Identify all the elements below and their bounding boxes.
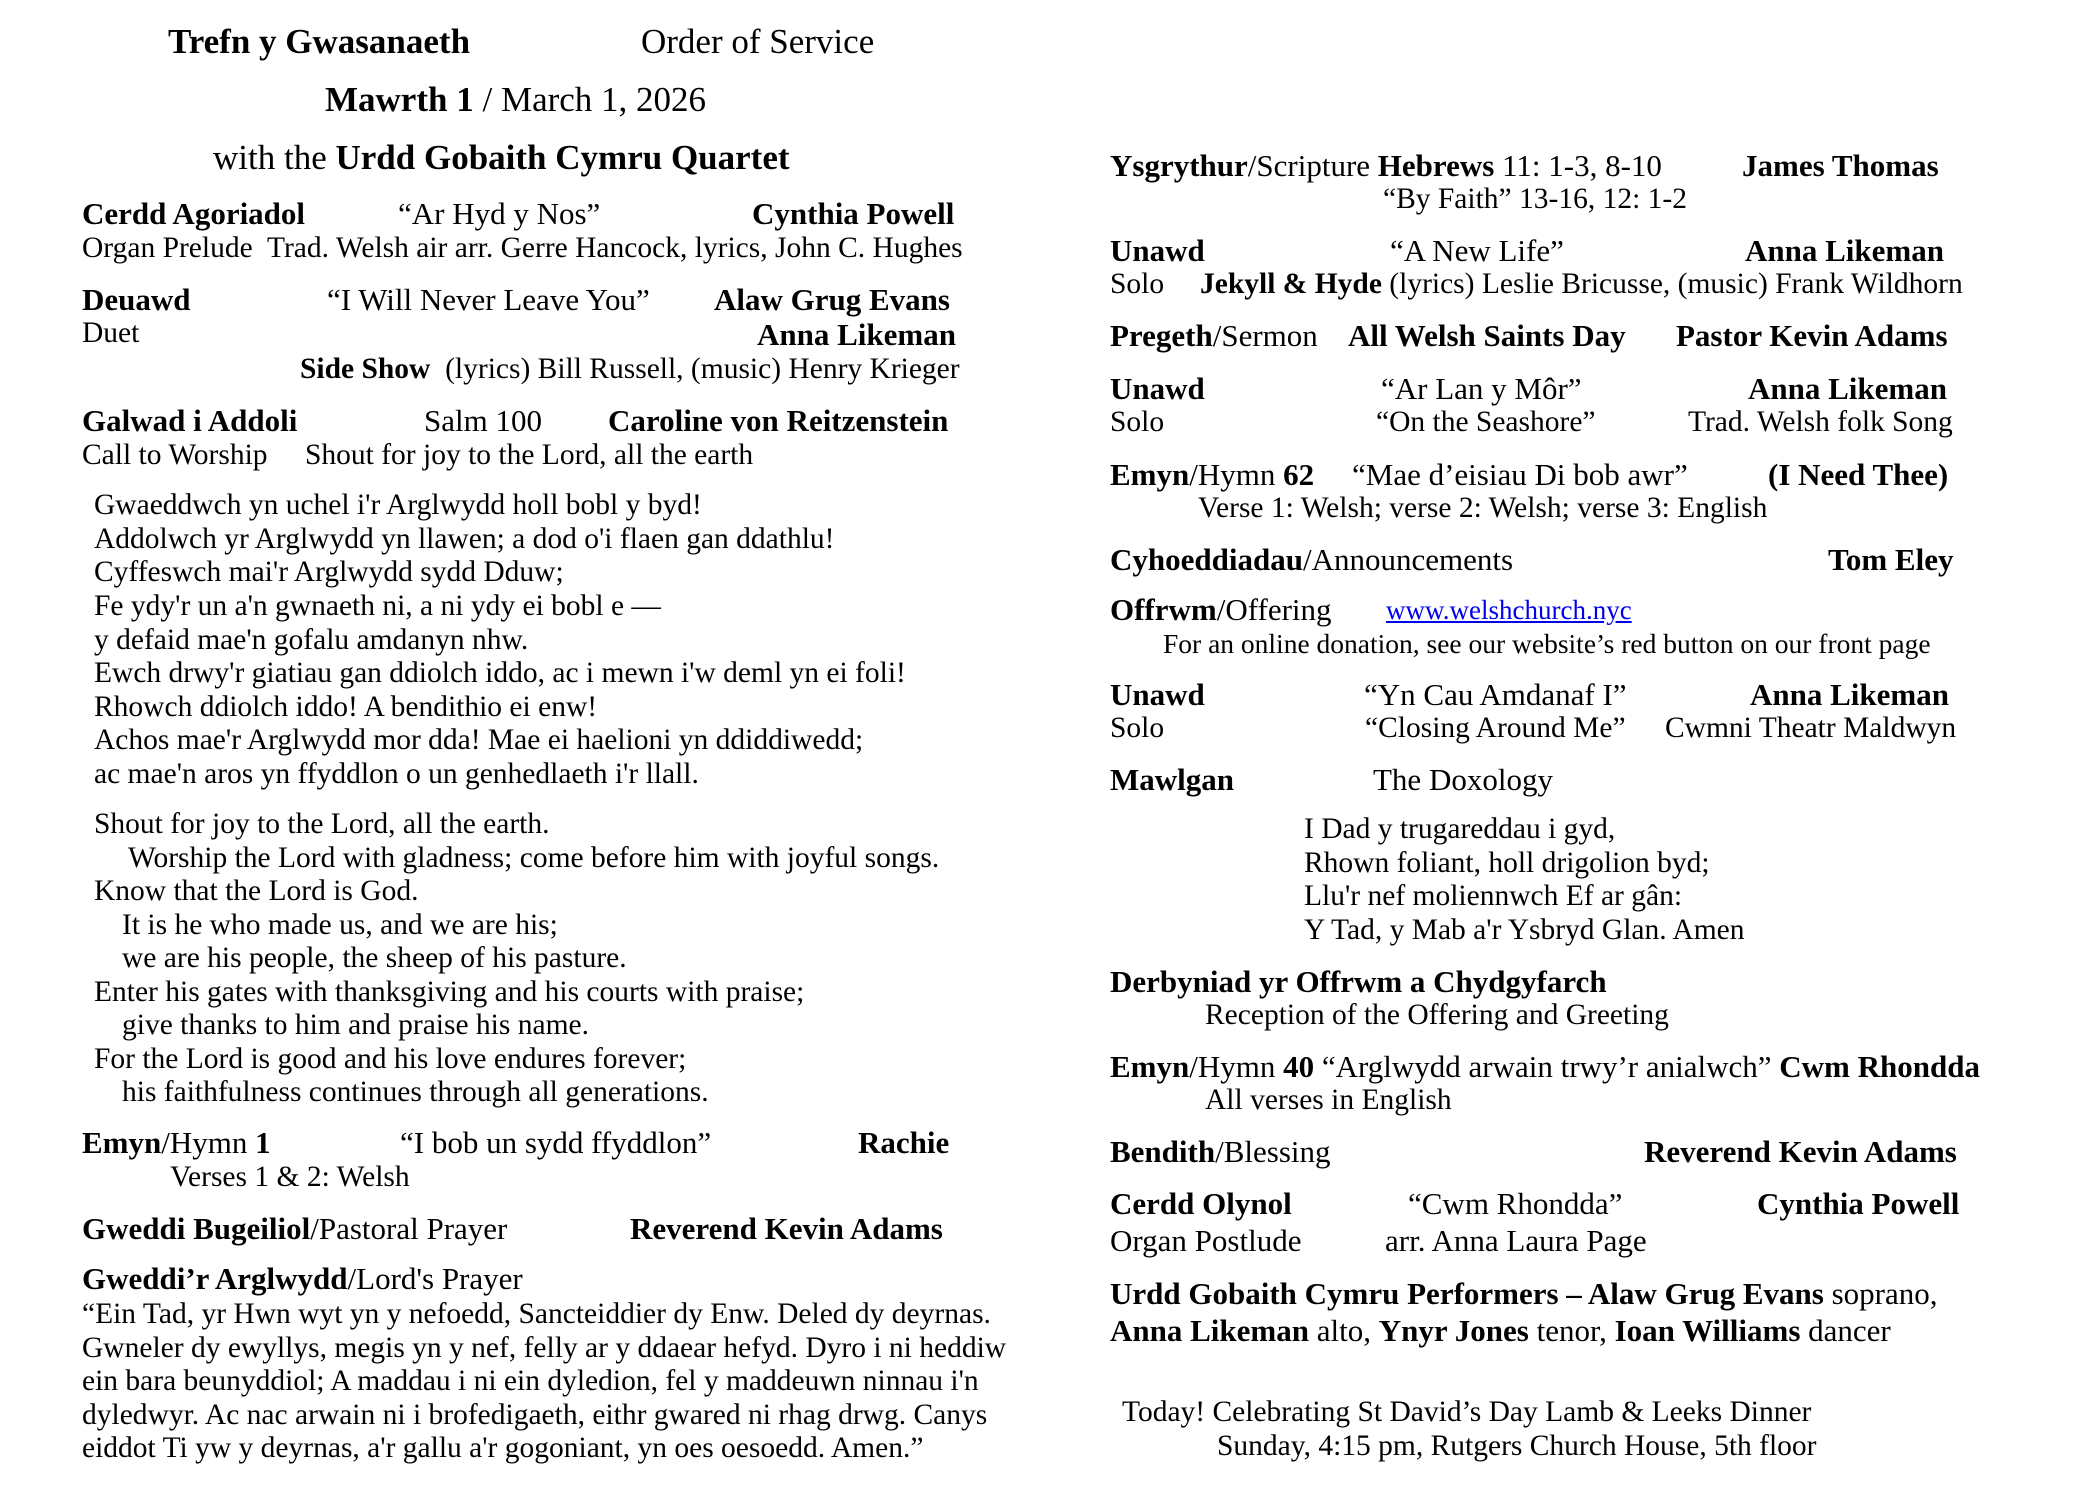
duet-english: Duet <box>82 317 140 349</box>
psalm-english-line: For the Lord is good and his love endures forever; <box>94 1043 687 1075</box>
psalm-welsh-line: Fe ydy'r un a'n gwnaeth ni, a ni ydy ei bobl e — <box>94 590 661 622</box>
announcements-heading: Cyhoeddiadau/Announcements <box>1110 542 1514 577</box>
service-date: Mawrth 1 / March 1, 2026 <box>325 80 707 119</box>
reception-welsh: Derbyniad yr Offrwm a Chydgyfarch <box>1110 964 1607 999</box>
solo3-welsh: Unawd <box>1110 677 1205 712</box>
hymn1-title: “I bob un sydd ffyddlon” <box>400 1125 712 1160</box>
performers-line-2: Anna Likeman alto, Ynyr Jones tenor, Ioan Williams dancer <box>1110 1313 1891 1348</box>
hymn62-title: “Mae d’eisiau Di bob awr” <box>1352 457 1688 492</box>
prelude-welsh: Cerdd Agoriadol <box>82 196 306 231</box>
solo1-title: “A New Life” <box>1390 233 1564 268</box>
call-english: Call to Worship <box>82 439 268 471</box>
call-subtitle: Shout for joy to the Lord, all the earth <box>305 439 754 471</box>
title-english: Order of Service <box>641 22 875 61</box>
duet-performer-2: Anna Likeman <box>757 317 956 352</box>
call-leader: Caroline von Reitzenstein <box>608 403 949 438</box>
doxology-line: Llu'r nef moliennwch Ef ar gân: <box>1304 880 1683 912</box>
postlude-english: Organ Postlude <box>1110 1223 1302 1258</box>
announcements-person: Tom Eley <box>1828 542 1954 577</box>
lords-prayer-heading: Gweddi’r Arglwydd/Lord's Prayer <box>82 1261 523 1296</box>
prelude-title: “Ar Hyd y Nos” <box>398 196 601 231</box>
hymn40-note: All verses in English <box>1205 1084 1452 1116</box>
solo3-performer: Anna Likeman <box>1750 677 1949 712</box>
event-line-1: Today! Celebrating St David’s Day Lamb & Leeks Dinner <box>1122 1396 1812 1428</box>
psalm-welsh-line: Gwaeddwch yn uchel i'r Arglwydd holl bobl y byd! <box>94 489 702 521</box>
prelude-credit: Trad. Welsh air arr. Gerre Hancock, lyrics, John C. Hughes <box>267 232 963 264</box>
solo2-subtitle: “On the Seashore” <box>1376 406 1596 438</box>
solo1-performer: Anna Likeman <box>1745 233 1944 268</box>
hymn1-note: Verses 1 & 2: Welsh <box>170 1161 410 1193</box>
service-subtitle: with the Urdd Gobaith Cymru Quartet <box>213 138 790 177</box>
duet-title: “I Will Never Leave You” <box>327 282 650 317</box>
psalm-english-line: Enter his gates with thanksgiving and his courts with praise; <box>94 976 805 1008</box>
call-psalm-ref: Salm 100 <box>424 403 542 438</box>
psalm-english-line: give thanks to him and praise his name. <box>122 1009 589 1041</box>
psalm-welsh-line: ac mae'n aros yn ffyddlon o un genhedlaeth i'r llall. <box>94 758 699 790</box>
solo3-credit: Cwmni Theatr Maldwyn <box>1665 712 1957 744</box>
doxology-line: Rhown foliant, holl drigolion byd; <box>1304 847 1710 879</box>
postlude-title: “Cwm Rhondda” <box>1408 1186 1623 1221</box>
hymn62-tune: (I Need Thee) <box>1768 457 1949 492</box>
lords-prayer-line: ein bara beunyddiol; A maddau i ni ein dyledion, fel y maddeuwn ninnau i'n <box>82 1365 979 1397</box>
doxology-line: Y Tad, y Mab a'r Ysbryd Glan. Amen <box>1304 914 1745 946</box>
solo1-english: Solo <box>1110 268 1165 300</box>
title-welsh: Trefn y Gwasanaeth <box>168 22 471 61</box>
lords-prayer-line: dyledwyr. Ac nac arwain ni i brofedigaeth, eithr gwared ni rhag drwg. Canys <box>82 1399 988 1431</box>
scripture-line2: “By Faith” 13-16, 12: 1-2 <box>1383 183 1687 215</box>
duet-credit: Side Show (lyrics) Bill Russell, (music) Henry Krieger <box>300 353 960 385</box>
psalm-english-line: his faithfulness continues through all generations. <box>122 1076 709 1108</box>
postlude-performer: Cynthia Powell <box>1757 1186 1960 1221</box>
reception-english: Reception of the Offering and Greeting <box>1205 999 1669 1031</box>
pastoral-prayer-heading: Gweddi Bugeiliol/Pastoral Prayer <box>82 1211 508 1246</box>
psalm-welsh-line: Addolwch yr Arglwydd yn llawen; a dod o'i flaen gan ddathlu! <box>94 523 835 555</box>
pastoral-prayer-leader: Reverend Kevin Adams <box>630 1211 943 1246</box>
psalm-welsh-line: y defaid mae'n gofalu amdanyn nhw. <box>94 624 529 656</box>
psalm-welsh-line: Achos mae'r Arglwydd mor dda! Mae ei haelioni yn ddiddiwedd; <box>94 724 864 756</box>
duet-welsh: Deuawd <box>82 282 191 317</box>
lords-prayer-line: Gwneler dy ewyllys, megis yn y nef, felly ar y ddaear hefyd. Dyro i ni heddiw <box>82 1332 1007 1364</box>
solo2-title: “Ar Lan y Môr” <box>1381 371 1582 406</box>
blessing-heading: Bendith/Blessing <box>1110 1134 1331 1169</box>
solo1-welsh: Unawd <box>1110 233 1205 268</box>
postlude-welsh: Cerdd Olynol <box>1110 1186 1292 1221</box>
prelude-performer: Cynthia Powell <box>752 196 955 231</box>
solo3-title: “Yn Cau Amdanaf I” <box>1364 677 1627 712</box>
scripture-heading: Ysgrythur/Scripture Hebrews 11: 1-3, 8-10 <box>1110 148 1662 183</box>
call-welsh: Galwad i Addoli <box>82 403 298 438</box>
event-line-2: Sunday, 4:15 pm, Rutgers Church House, 5th floor <box>1217 1430 1817 1462</box>
offering-heading: Offrwm/Offering <box>1110 592 1332 627</box>
solo1-credit: Jekyll & Hyde (lyrics) Leslie Bricusse, (music) Frank Wildhorn <box>1200 268 1963 300</box>
psalm-welsh-line: Cyffeswch mai'r Arglwydd sydd Dduw; <box>94 556 564 588</box>
hymn1-heading: Emyn/Hymn 1 <box>82 1125 271 1160</box>
offering-link[interactable] <box>1386 597 1632 624</box>
hymn62-note: Verse 1: Welsh; verse 2: Welsh; verse 3: English <box>1198 492 1768 524</box>
scripture-reader: James Thomas <box>1742 148 1939 183</box>
postlude-credit: arr. Anna Laura Page <box>1385 1223 1647 1258</box>
lords-prayer-line: eiddot Ti yw y deyrnas, a'r gallu a'r gogoniant, yn oes oesoedd. Amen.” <box>82 1432 924 1464</box>
prelude-english: Organ Prelude <box>82 232 253 264</box>
psalm-welsh-line: Rhowch ddiolch iddo! A bendithio ei enw! <box>94 691 598 723</box>
website-link[interactable]: www.welshchurch.nyc <box>1386 595 1632 625</box>
sermon-title: All Welsh Saints Day <box>1348 318 1626 353</box>
sermon-preacher: Pastor Kevin Adams <box>1676 318 1948 353</box>
doxology-welsh: Mawlgan <box>1110 762 1234 797</box>
duet-performer-1: Alaw Grug Evans <box>714 282 950 317</box>
doxology-title: The Doxology <box>1373 762 1553 797</box>
lords-prayer-line: “Ein Tad, yr Hwn wyt yn y nefoedd, Sancteiddier dy Enw. Deled dy deyrnas. <box>82 1298 991 1330</box>
solo2-performer: Anna Likeman <box>1748 371 1947 406</box>
psalm-english-line: Shout for joy to the Lord, all the earth. <box>94 808 550 840</box>
solo3-subtitle: “Closing Around Me” <box>1365 712 1626 744</box>
psalm-english-line: Know that the Lord is God. <box>94 875 419 907</box>
performers-line-1: Urdd Gobaith Cymru Performers – Alaw Grug Evans soprano, <box>1110 1276 1938 1311</box>
hymn62-heading: Emyn/Hymn 62 <box>1110 457 1315 492</box>
doxology-line: I Dad y trugareddau i gyd, <box>1304 813 1616 845</box>
solo2-credit: Trad. Welsh folk Song <box>1688 406 1953 438</box>
sermon-heading: Pregeth/Sermon <box>1110 318 1318 353</box>
psalm-english-line: we are his people, the sheep of his pasture. <box>122 942 627 974</box>
blessing-leader: Reverend Kevin Adams <box>1644 1134 1957 1169</box>
solo2-english: Solo <box>1110 406 1165 438</box>
hymn40-heading: Emyn/Hymn 40 “Arglwydd arwain trwy’r anialwch” Cwm Rhondda <box>1110 1049 1980 1084</box>
offering-note: For an online donation, see our website’s red button on our front page <box>1163 628 1931 659</box>
psalm-welsh-line: Ewch drwy'r giatiau gan ddiolch iddo, ac i mewn i'w deml yn ei foli! <box>94 657 906 689</box>
solo3-english: Solo <box>1110 712 1165 744</box>
psalm-english-line: Worship the Lord with gladness; come before him with joyful songs. <box>128 842 940 874</box>
solo2-welsh: Unawd <box>1110 371 1205 406</box>
psalm-english-line: It is he who made us, and we are his; <box>122 909 558 941</box>
hymn1-tune: Rachie <box>858 1125 950 1160</box>
